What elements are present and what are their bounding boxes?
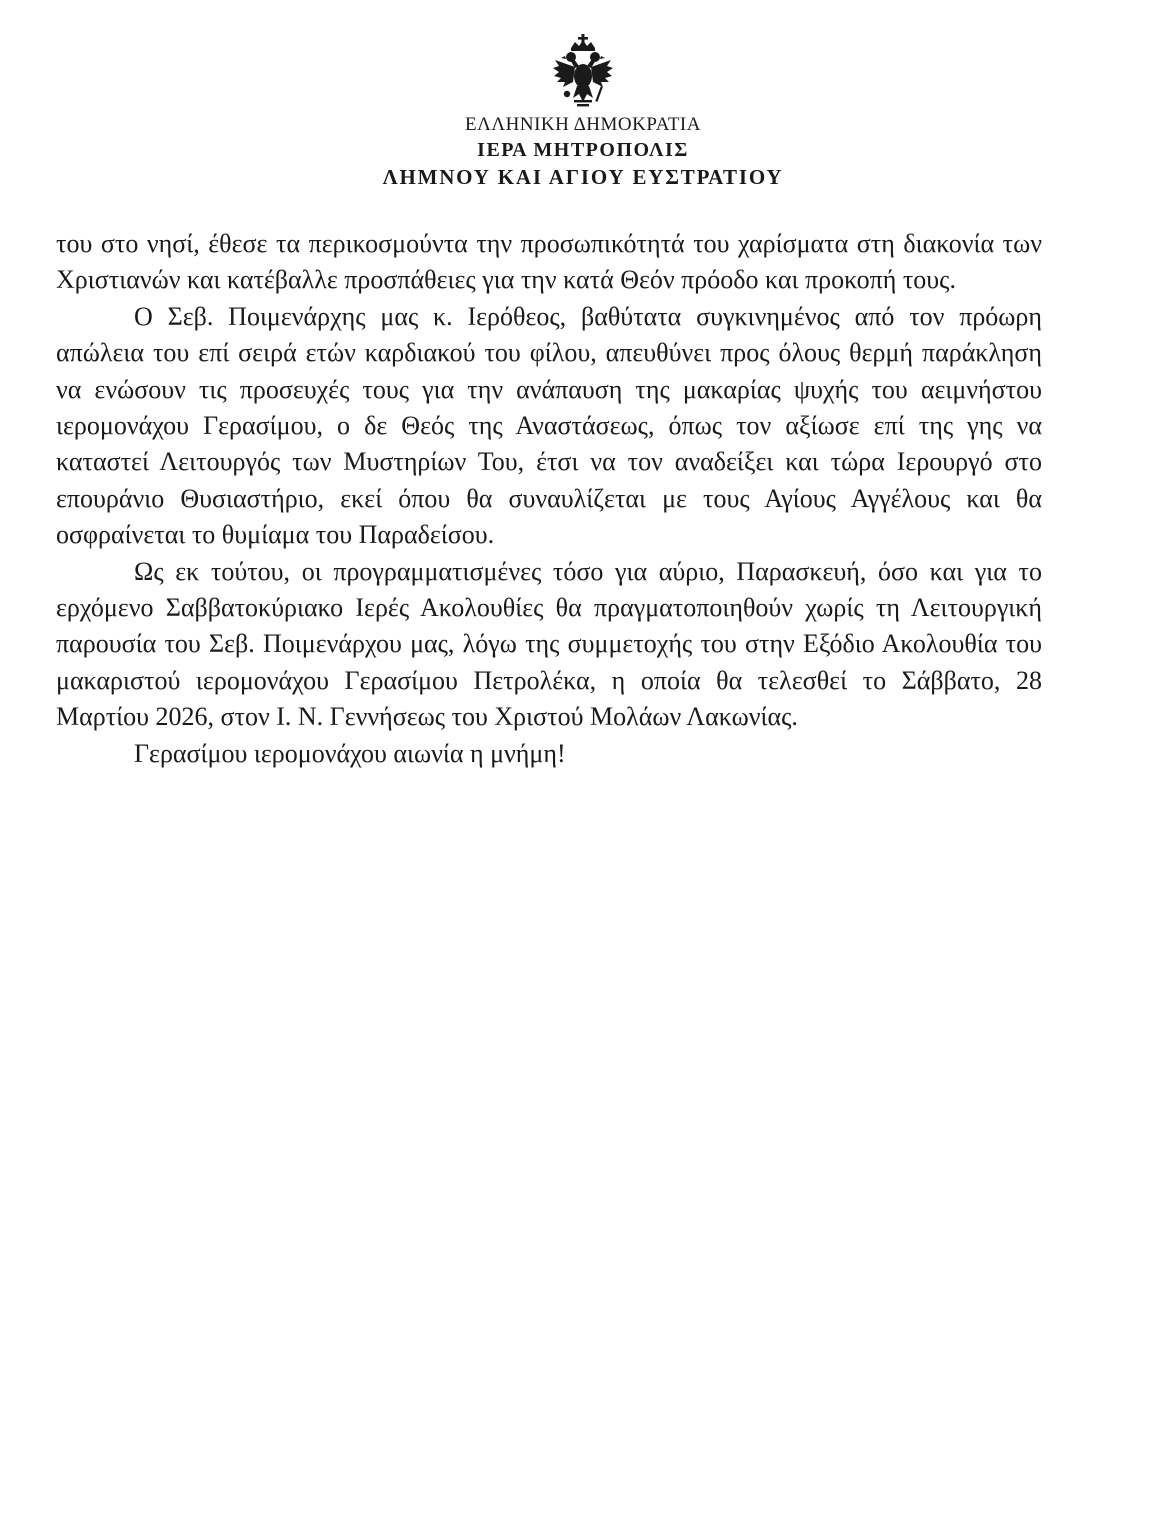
region-line: ΛΗΜΝΟΥ ΚΑΙ ΑΓΙΟΥ ΕΥΣΤΡΑΤΙΟΥ [382, 165, 784, 189]
paragraph-closing: Γερασίμου ιερομονάχου αιωνία η μνήμη! [134, 738, 566, 768]
letter-body [56, 226, 1042, 772]
metropolis-line: ΙΕΡΑ ΜΗΤΡΟΠΟΛΙΣ [477, 139, 689, 161]
republic-line: ΕΛΛΗΝΙΚΗ ΔΗΜΟΚΡΑΤΙΑ [465, 114, 701, 135]
letterhead [0, 34, 1166, 191]
paragraph-continuation: του στο νησί, έθεσε τα περικοσμούντα την προσωπικότητά του χαρίσματα στη διακονία των Χριστιανών και κατέβαλλε προσπάθειες για την κατά Θεόν πρόοδο και προκοπή τους. [56, 229, 1042, 295]
paragraph-condolence: Ο Σεβ. Ποιμενάρχης μας κ. Ιερόθεος, βαθύτατα συγκινημένος από τον πρόωρη απώλεια του επί σειρά ετών καρδιακού του φίλου, απευθύνει προς όλους θερμή παράκληση να ενώσουν τις προσευχές τους για την ανάπαυση της μακαρίας ψυχής του αειμνήστου ιερομονάχου Γερασίμου, ο δε Θεός της Αναστάσεως, όπως τον αξίωσε επί της γης να καταστεί Λειτουργός των Μυστηρίων Του, έτσι να τον αναδείξει και τώρα Ιερουργό στο επουράνιο Θυσιαστήριο, εκεί όπου θα συναυλίζεται με τους Αγίους Αγγέλους και θα οσφραίνεται το θυμίαμα του Παραδείσου. [56, 301, 1042, 550]
byzantine-double-headed-eagle-icon [551, 34, 615, 110]
paragraph-schedule: Ως εκ τούτου, οι προγραμματισμένες τόσο για αύριο, Παρασκευή, όσο και για το ερχόμενο Σαββατοκύριακο Ιερές Ακολουθίες θα πραγματοποιηθούν χωρίς τη Λειτουργική παρουσία του Σεβ. Ποιμενάρχου μας, λόγω της συμμετοχής του στην Εξόδιο Ακολουθία του μακαριστού ιερομονάχου Γερασίμου Πετρολέκα, η οποία θα τελεσθεί το Σάββατο, 28 Μαρτίου 2026, στον Ι. Ν. Γεννήσεως του Χριστού Μολάων Λακωνίας. [56, 556, 1042, 732]
